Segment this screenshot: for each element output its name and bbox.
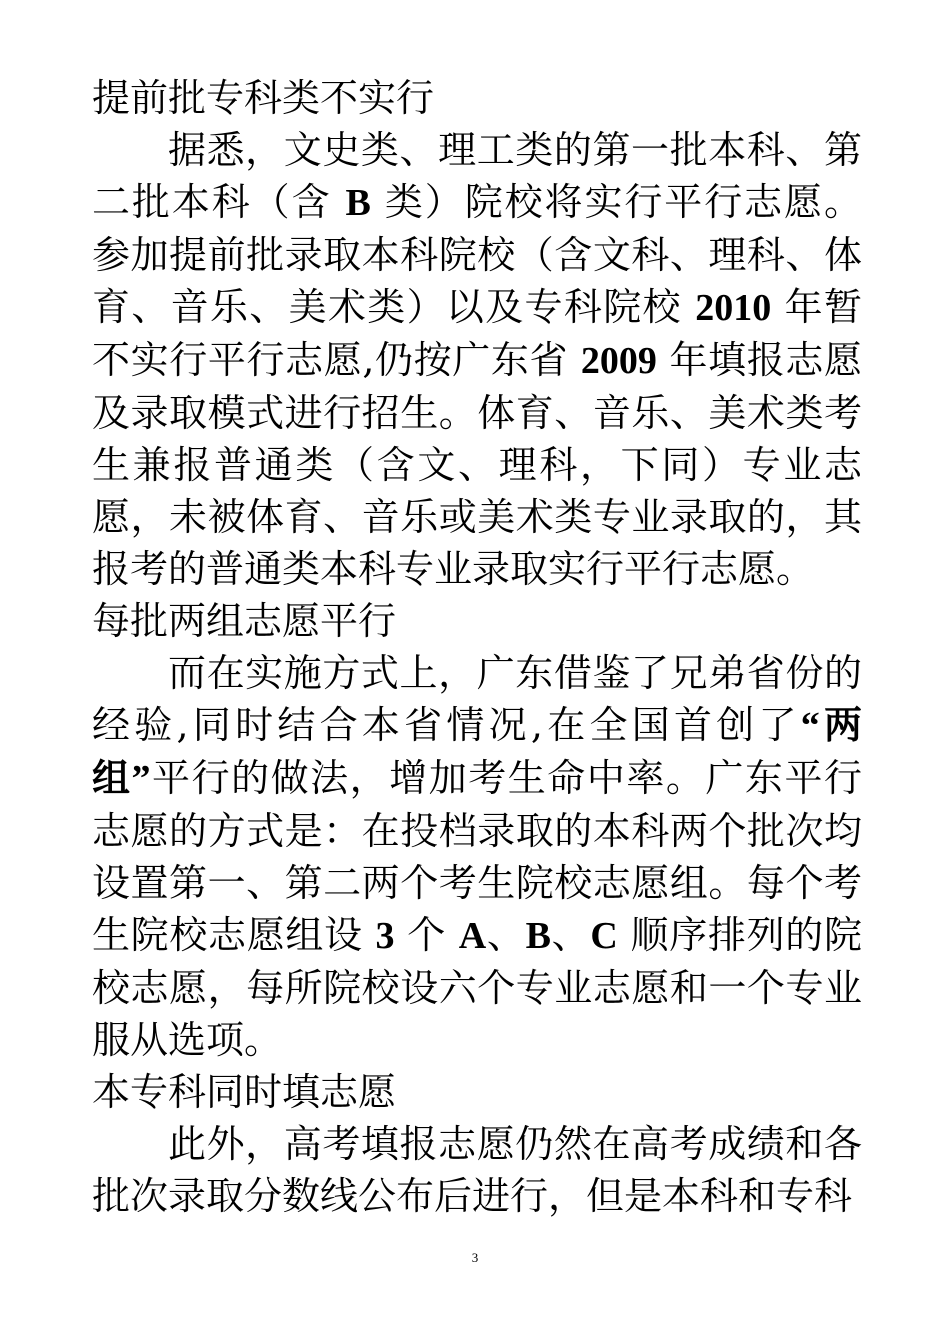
bold-text-run: 2009 bbox=[580, 340, 657, 382]
text-run: 顺序排列的院校志愿，每所院校设六个专业志愿和一个专业服从选项。 bbox=[92, 913, 862, 1062]
text-run: 类）院校将实行平行志愿。参加提前批录取本科院校（含文科、理科、体育、音乐、美术类）以及专科院校 bbox=[92, 180, 862, 329]
section-heading: 每批两组志愿平行 bbox=[92, 599, 397, 643]
text-run: 年填报志愿及录取模式进行招生。体育、音乐、美术类考生兼报普通类（含文、理科，下同）专业志愿，未被体育、音乐或美术类专业录取的，其报考的普通类本科专业录取实行平行志愿。 bbox=[92, 338, 862, 591]
section-paragraph bbox=[92, 647, 862, 1066]
text-run: 、 bbox=[550, 913, 591, 957]
section-paragraph bbox=[92, 124, 862, 595]
bold-text-run: B bbox=[345, 182, 371, 224]
bold-text-run: C bbox=[590, 915, 618, 957]
document-page bbox=[92, 72, 862, 1222]
bold-text-run: A bbox=[458, 915, 487, 957]
bold-text-run: B bbox=[525, 915, 551, 957]
bold-text-run: “两组” bbox=[92, 705, 862, 800]
text-run: 年暂不实行平行志愿,仍按广东省 bbox=[92, 285, 862, 382]
text-run: 此外，高考填报志愿仍然在高考成绩和各批次录取分数线公布后进行，但是本科和专科 bbox=[92, 1122, 862, 1218]
text-run: 、 bbox=[486, 913, 526, 957]
page-number: 3 bbox=[471, 1250, 479, 1265]
bold-text-run: 2010 bbox=[695, 287, 772, 329]
text-run: 个 bbox=[394, 913, 459, 957]
section-heading: 本专科同时填志愿 bbox=[92, 1070, 397, 1114]
section-heading: 提前批专科类不实行 bbox=[92, 76, 435, 120]
text-run: 平行的做法，增加考生命中率。广东平行志愿的方式是：在投档录取的本科两个批次均设置第一、第二两个考生院校志愿组。每个考生院校志愿组设 bbox=[92, 756, 862, 957]
section-paragraph bbox=[92, 1118, 862, 1222]
text-run: 而在实施方式上，广东借鉴了兄弟省份的经验,同时结合本省情况,在全国首创了 bbox=[92, 651, 862, 747]
bold-text-run: 3 bbox=[375, 915, 395, 957]
text-run: 据悉，文史类、理工类的第一批本科、第二批本科（含 bbox=[92, 128, 862, 224]
